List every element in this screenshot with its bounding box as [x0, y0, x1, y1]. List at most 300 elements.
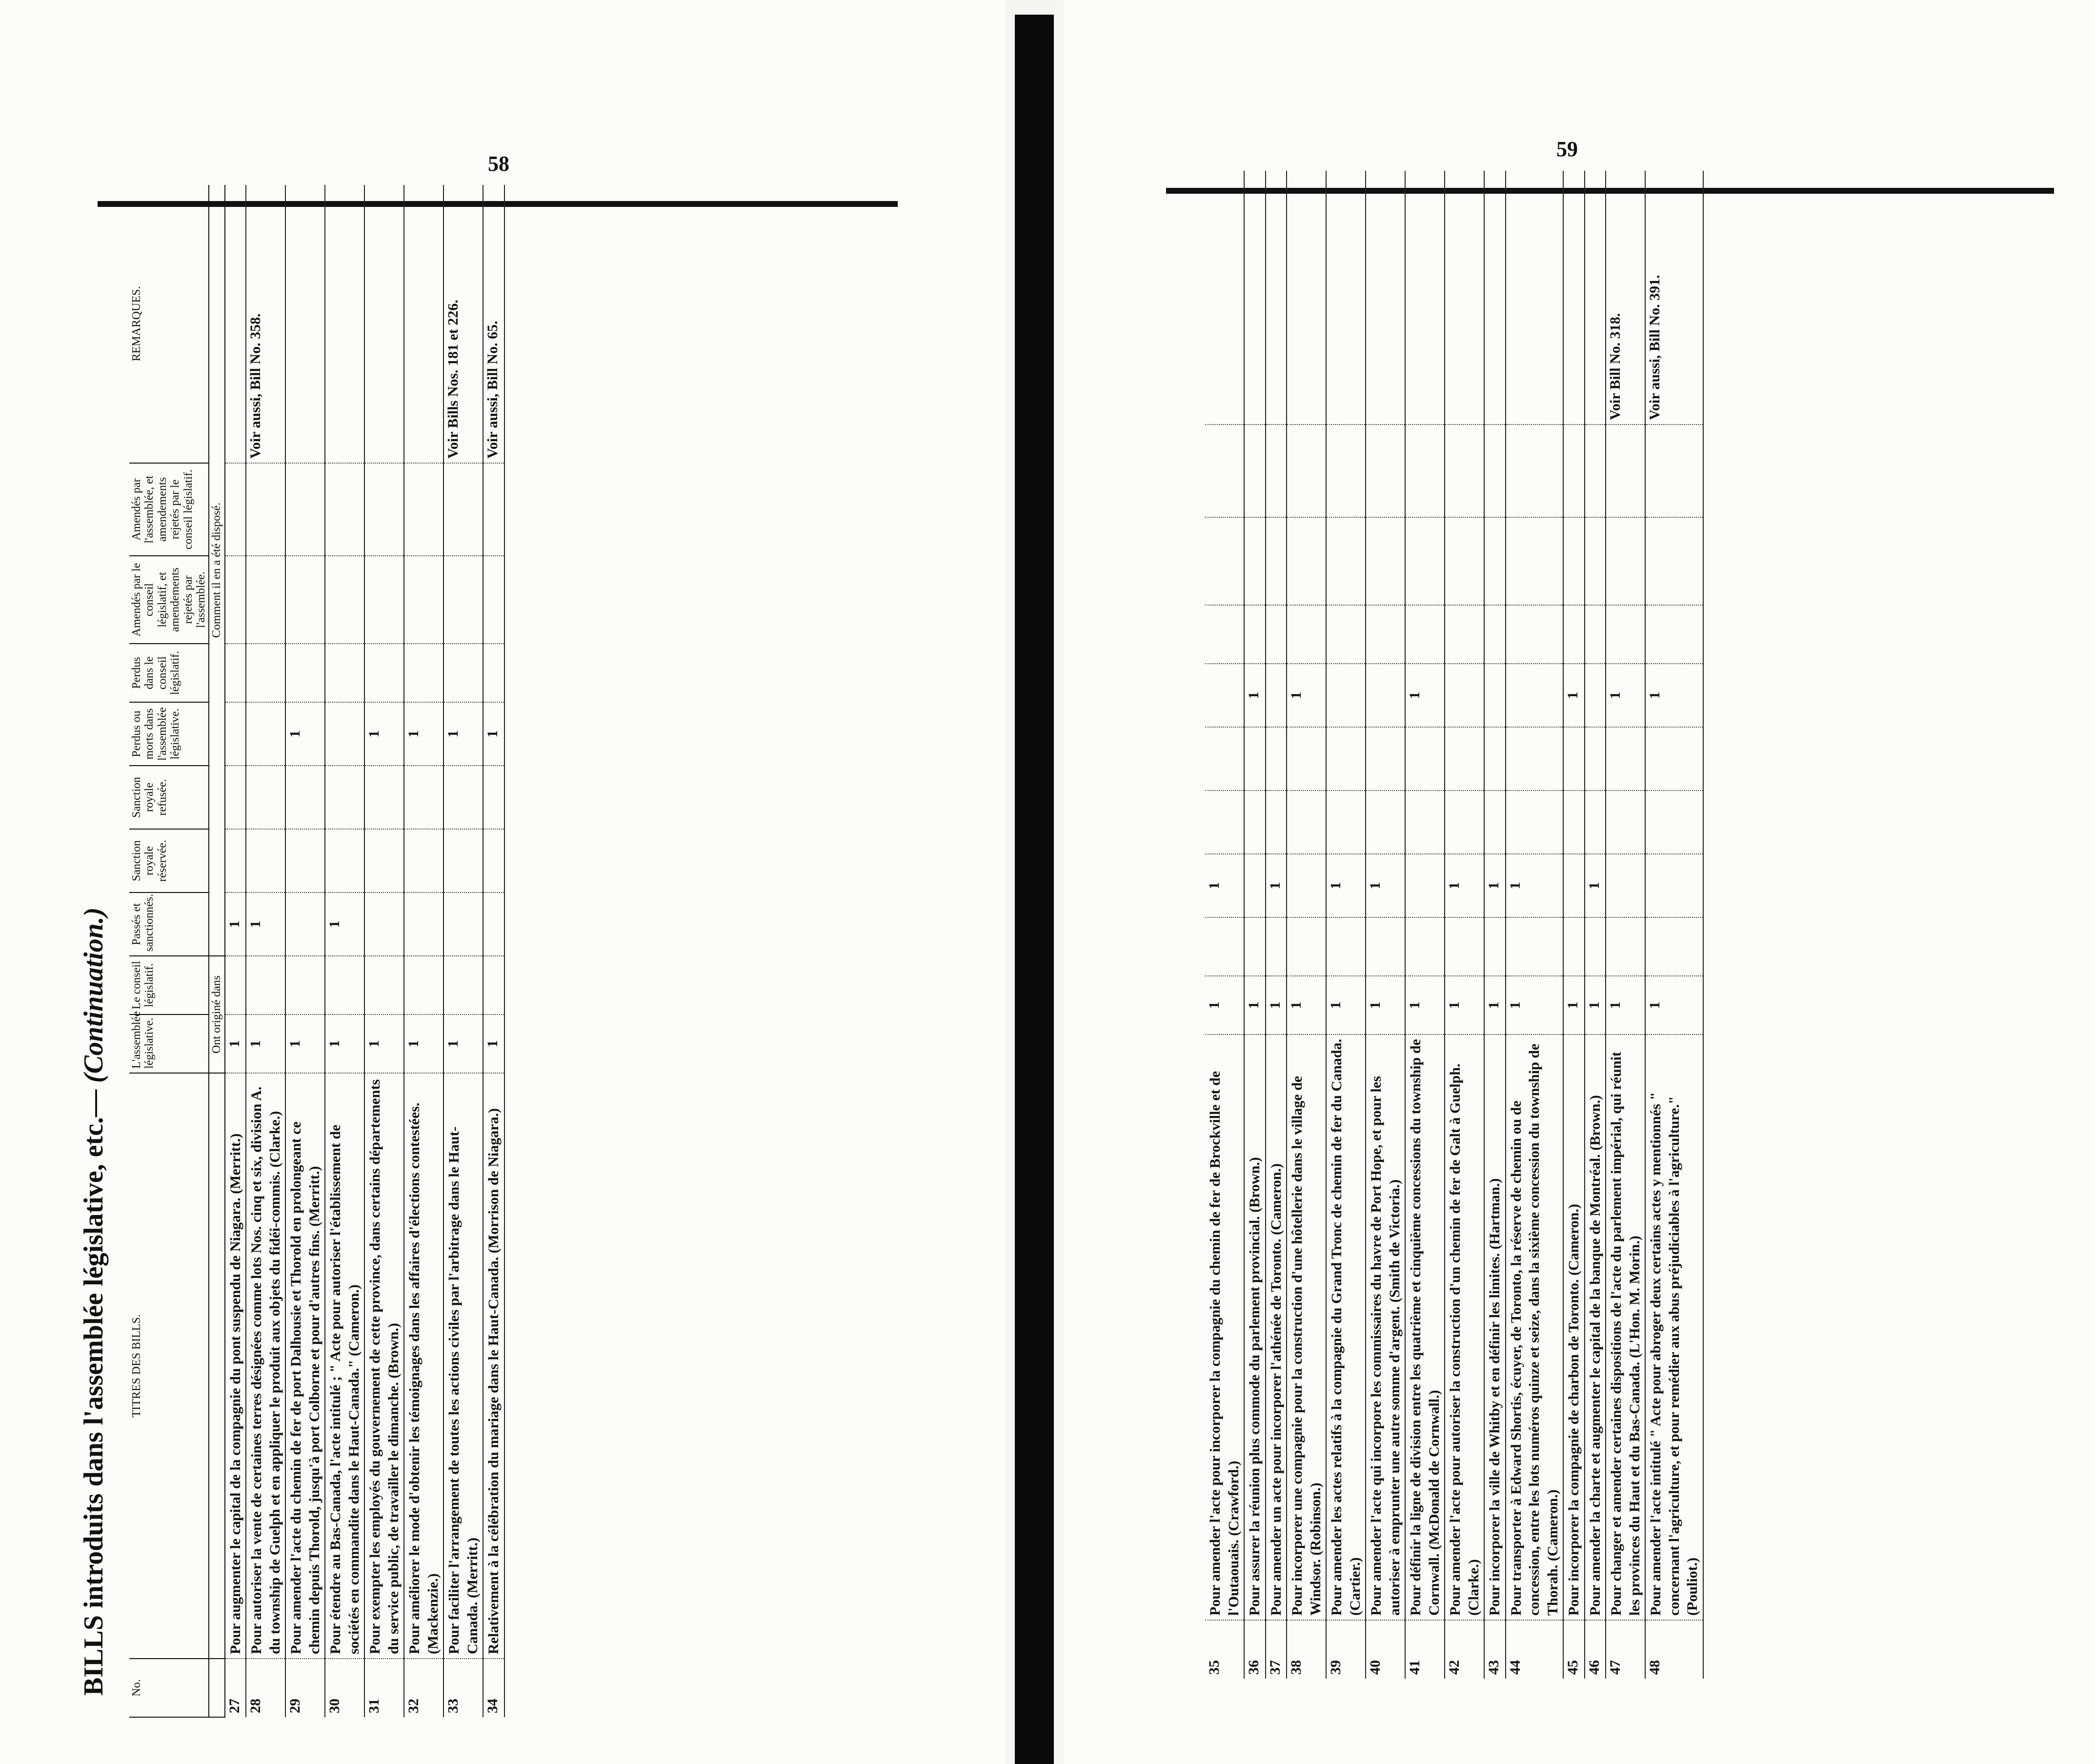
- remarques-cell: Voir aussi, Bill No. 358.: [246, 185, 285, 463]
- right-table-frame: [1205, 220, 1704, 1679]
- perdus-assemblee-mark: 1: [1287, 664, 1326, 727]
- perdus-conseil-mark: [1366, 605, 1405, 664]
- bill-number: 42: [1445, 1620, 1484, 1679]
- group-ont-origine: Ont originé dans: [209, 956, 224, 1073]
- bills-table: [129, 185, 505, 1718]
- amendes-conseil-mark: [1506, 517, 1564, 605]
- bill-number: 33: [443, 1659, 483, 1717]
- origin-conseil-mark: [1506, 917, 1564, 976]
- origin-conseil-mark: [1563, 917, 1585, 976]
- remarques-cell: [1287, 171, 1326, 425]
- refusee-mark: [1585, 727, 1606, 791]
- origin-conseil-mark: [1585, 917, 1606, 976]
- origin-conseil-mark: [1366, 917, 1405, 976]
- amendes-conseil-mark: [1244, 517, 1266, 605]
- remarques-cell: [1506, 171, 1564, 425]
- passes-mark: [1645, 854, 1703, 917]
- amendes-conseil-mark: [225, 556, 246, 644]
- amendes-assemblee-mark: [404, 463, 443, 556]
- remarques-cell: [325, 185, 364, 463]
- origin-assemblee-mark: 1: [225, 1014, 246, 1073]
- reservee-mark: [364, 829, 404, 892]
- origin-assemblee-mark: 1: [1585, 976, 1606, 1034]
- col-assemblee: L'assemblée législative.: [129, 1014, 209, 1073]
- reservee-mark: [1585, 791, 1606, 854]
- amendes-assemblee-mark: [1287, 425, 1326, 517]
- amendes-assemblee-mark: [364, 463, 404, 556]
- perdus-assemblee-mark: [325, 702, 364, 766]
- amendes-conseil-mark: [325, 556, 364, 644]
- reservee-mark: [1405, 791, 1445, 854]
- bill-title: Pour amender la charte et augmenter le capital de la banque de Montréal. (Brown.): [1585, 1034, 1606, 1620]
- origin-conseil-mark: [246, 956, 285, 1014]
- origin-conseil-mark: [1445, 917, 1484, 976]
- remarques-cell: [225, 185, 246, 463]
- passes-mark: 1: [246, 892, 285, 956]
- bill-number: 29: [285, 1659, 325, 1717]
- amendes-assemblee-mark: [1244, 425, 1266, 517]
- amendes-conseil-mark: [443, 556, 483, 644]
- bill-title: Pour augmenter le capital de la compagnie du pont suspendu de Niagara. (Merritt.): [225, 1073, 246, 1659]
- amendes-conseil-mark: [1266, 517, 1287, 605]
- amendes-conseil-mark: [285, 556, 325, 644]
- passes-mark: [443, 892, 483, 956]
- origin-conseil-mark: [1484, 917, 1506, 976]
- origin-assemblee-mark: 1: [1405, 976, 1445, 1034]
- amendes-assemblee-mark: [1366, 425, 1405, 517]
- bill-number: 27: [225, 1659, 246, 1717]
- amendes-conseil-mark: [246, 556, 285, 644]
- passes-mark: [483, 892, 504, 956]
- bill-title: Pour incorporer la ville de Whitby et en définir les limites. (Hartman.): [1484, 1034, 1506, 1620]
- table-row: [404, 185, 443, 1717]
- origin-conseil-mark: [364, 956, 404, 1014]
- reservee-mark: [1287, 791, 1326, 854]
- bill-title: Pour amender un acte pour incorporer l'athénée de Toronto. (Cameron.): [1266, 1034, 1287, 1620]
- reservee-mark: [1205, 791, 1244, 854]
- refusee-mark: [1366, 727, 1405, 791]
- amendes-conseil-mark: [1445, 517, 1484, 605]
- refusee-mark: [246, 766, 285, 829]
- bill-number: 46: [1585, 1620, 1606, 1679]
- perdus-conseil-mark: [1585, 605, 1606, 664]
- table-row: [1266, 171, 1287, 1679]
- table-row: [285, 185, 325, 1717]
- bill-title: Pour incorporer une compagnie pour la construction d'une hôtellerie dans le village de Windsor. (Robinson.): [1287, 1034, 1326, 1620]
- refusee-mark: [1445, 727, 1484, 791]
- origin-assemblee-mark: 1: [1244, 976, 1266, 1034]
- origin-conseil-mark: [1606, 917, 1645, 976]
- left-table-frame: [129, 234, 505, 1718]
- passes-mark: [285, 892, 325, 956]
- refusee-mark: [1484, 727, 1506, 791]
- header-group-row: [209, 185, 224, 1717]
- bill-number: 31: [364, 1659, 404, 1717]
- origin-assemblee-mark: 1: [1445, 976, 1484, 1034]
- perdus-assemblee-mark: [1205, 664, 1244, 727]
- perdus-conseil-mark: [1606, 605, 1645, 664]
- right-page: [1064, 0, 2095, 1764]
- passes-mark: 1: [1506, 854, 1564, 917]
- origin-conseil-mark: [483, 956, 504, 1014]
- refusee-mark: [1645, 727, 1703, 791]
- passes-mark: 1: [1585, 854, 1606, 917]
- passes-mark: 1: [1205, 854, 1244, 917]
- origin-conseil-mark: [225, 956, 246, 1014]
- amendes-conseil-mark: [1405, 517, 1445, 605]
- amendes-conseil-mark: [1205, 517, 1244, 605]
- amendes-conseil-mark: [1326, 517, 1366, 605]
- perdus-assemblee-mark: 1: [285, 702, 325, 766]
- passes-mark: 1: [1366, 854, 1405, 917]
- table-row: [246, 185, 285, 1717]
- table-row: [364, 185, 404, 1717]
- reservee-mark: [246, 829, 285, 892]
- origin-conseil-mark: [1645, 917, 1703, 976]
- table-row: [1205, 171, 1244, 1679]
- perdus-assemblee-mark: [1326, 664, 1366, 727]
- amendes-conseil-mark: [404, 556, 443, 644]
- remarques-cell: [1244, 171, 1266, 425]
- passes-mark: 1: [325, 892, 364, 956]
- bill-title: Pour définir la ligne de division entre les quatrième et cinquième concessions du township de Cornwall. (McDonald de Cornwall.): [1405, 1034, 1445, 1620]
- origin-assemblee-mark: 1: [364, 1014, 404, 1073]
- refusee-mark: [1326, 727, 1366, 791]
- origin-assemblee-mark: 1: [285, 1014, 325, 1073]
- remarques-cell: [1405, 171, 1445, 425]
- refusee-mark: [1266, 727, 1287, 791]
- perdus-conseil-mark: [1645, 605, 1703, 664]
- perdus-assemblee-mark: 1: [1645, 664, 1703, 727]
- passes-mark: [364, 892, 404, 956]
- reservee-mark: [483, 829, 504, 892]
- perdus-assemblee-mark: [1266, 664, 1287, 727]
- perdus-conseil-mark: [1326, 605, 1366, 664]
- reservee-mark: [1606, 791, 1645, 854]
- perdus-assemblee-mark: [1445, 664, 1484, 727]
- page-number: 59: [1556, 137, 1578, 161]
- bill-title: Pour étendre au Bas-Canada, l'acte intitulé ; " Acte pour autoriser l'établissement de sociétés en commandite dans le Haut-Canada." (Cameron.): [325, 1073, 364, 1659]
- amendes-assemblee-mark: [1606, 425, 1645, 517]
- origin-assemblee-mark: 1: [1506, 976, 1564, 1034]
- col-perdus-conseil: Perdus dans le conseil législatif.: [129, 644, 209, 702]
- refusee-mark: [1563, 727, 1585, 791]
- table-row: [325, 185, 364, 1717]
- reservee-mark: [404, 829, 443, 892]
- reservee-mark: [1563, 791, 1585, 854]
- table-row: [1287, 171, 1326, 1679]
- remarques-cell: [1563, 171, 1585, 425]
- reservee-mark: [1266, 791, 1287, 854]
- origin-assemblee-mark: 1: [1606, 976, 1645, 1034]
- bill-title: Pour amender l'acte intitulé " Acte pour abroger deux certains actes y mentionnés " concernant l'agriculture, et pour remédier aux abus préjudiciables à l'agriculture." (Pouliot.): [1645, 1034, 1703, 1620]
- perdus-assemblee-mark: 1: [364, 702, 404, 766]
- perdus-conseil-mark: [364, 644, 404, 702]
- table-row: [1445, 171, 1484, 1679]
- table-row: [1366, 171, 1405, 1679]
- amendes-assemblee-mark: [246, 463, 285, 556]
- refusee-mark: [225, 766, 246, 829]
- passes-mark: 1: [225, 892, 246, 956]
- bill-number: 45: [1563, 1620, 1585, 1679]
- amendes-assemblee-mark: [1563, 425, 1585, 517]
- perdus-conseil-mark: [246, 644, 285, 702]
- remarques-cell: Voir aussi, Bill No. 65.: [483, 185, 504, 463]
- reservee-mark: [1506, 791, 1564, 854]
- passes-mark: [404, 892, 443, 956]
- remarques-cell: [404, 185, 443, 463]
- amendes-conseil-mark: [1484, 517, 1506, 605]
- bill-number: 43: [1484, 1620, 1506, 1679]
- remarques-cell: [364, 185, 404, 463]
- perdus-assemblee-mark: [1366, 664, 1405, 727]
- header-row: [129, 185, 209, 1717]
- remarques-cell: [1366, 171, 1405, 425]
- amendes-assemblee-mark: [1405, 425, 1445, 517]
- amendes-conseil-mark: [364, 556, 404, 644]
- perdus-assemblee-mark: [1506, 664, 1564, 727]
- origin-assemblee-mark: 1: [1366, 976, 1405, 1034]
- perdus-conseil-mark: [285, 644, 325, 702]
- perdus-assemblee-mark: [1585, 664, 1606, 727]
- perdus-conseil-mark: [225, 644, 246, 702]
- perdus-assemblee-mark: 1: [404, 702, 443, 766]
- refusee-mark: [1506, 727, 1564, 791]
- refusee-mark: [285, 766, 325, 829]
- passes-mark: 1: [1484, 854, 1506, 917]
- bill-number: 48: [1645, 1620, 1703, 1679]
- bill-number: 39: [1326, 1620, 1366, 1679]
- origin-conseil-mark: [404, 956, 443, 1014]
- reservee-mark: [1326, 791, 1366, 854]
- perdus-conseil-mark: [1205, 605, 1244, 664]
- origin-assemblee-mark: 1: [246, 1014, 285, 1073]
- col-amendes-conseil: Amendés par le conseil législatif, et amendements rejetés par l'assemblée.: [129, 556, 209, 644]
- bill-title: Pour changer et amender certaines dispositions de l'acte du parlement impérial, qui réunit les provinces du Haut et du Bas-Canada. (L'Hon. M. Morin.): [1606, 1034, 1645, 1620]
- reservee-mark: [225, 829, 246, 892]
- amendes-assemblee-mark: [1585, 425, 1606, 517]
- bill-title: Pour autoriser la vente de certaines terres désignées comme lots Nos. cinq et six, division A. du township de Guelph et en appliquer le produit aux objets du fidéi-commis. (Clarke.): [246, 1073, 285, 1659]
- col-passes: Passés et sanctionnés.: [129, 892, 209, 956]
- bill-title: Pour faciliter l'arrangement de toutes les actions civiles par l'arbitrage dans le Haut-Canada. (Merritt.): [443, 1073, 483, 1659]
- perdus-conseil-mark: [443, 644, 483, 702]
- bill-title: Pour assurer la réunion plus commode du parlement provincial. (Brown.): [1244, 1034, 1266, 1620]
- bill-number: 41: [1405, 1620, 1445, 1679]
- perdus-conseil-mark: [325, 644, 364, 702]
- passes-mark: [1563, 854, 1585, 917]
- origin-conseil-mark: [443, 956, 483, 1014]
- remarques-cell: Voir aussi, Bill No. 391.: [1645, 171, 1703, 425]
- amendes-assemblee-mark: [325, 463, 364, 556]
- amendes-conseil-mark: [483, 556, 504, 644]
- origin-conseil-mark: [1244, 917, 1266, 976]
- amendes-assemblee-mark: [1326, 425, 1366, 517]
- bill-number: 32: [404, 1659, 443, 1717]
- bill-title: Pour améliorer le mode d'obtenir les témoignages dans les affaires d'élections contestées. (Mackenzie.): [404, 1073, 443, 1659]
- origin-conseil-mark: [1266, 917, 1287, 976]
- bill-title: Pour amender l'acte pour incorporer la compagnie du chemin de fer de Brockville et de l'Outaouais. (Crawford.): [1205, 1034, 1244, 1620]
- col-titres: TITRES DES BILLS.: [129, 1073, 209, 1659]
- origin-conseil-mark: [285, 956, 325, 1014]
- passes-mark: [1287, 854, 1326, 917]
- refusee-mark: [1244, 727, 1266, 791]
- bill-title: Pour amender l'acte pour autoriser la construction d'un chemin de fer de Galt à Guelph. (Clarke.): [1445, 1034, 1484, 1620]
- perdus-conseil-mark: [1484, 605, 1506, 664]
- amendes-assemblee-mark: [225, 463, 246, 556]
- perdus-conseil-mark: [1445, 605, 1484, 664]
- bill-number: 40: [1366, 1620, 1405, 1679]
- table-row: [225, 185, 246, 1717]
- perdus-assemblee-mark: 1: [483, 702, 504, 766]
- perdus-conseil-mark: [1287, 605, 1326, 664]
- page-title-text: BILLS introduits dans l'assemblée législative, etc.—: [79, 1090, 109, 1696]
- bill-number: 36: [1244, 1620, 1266, 1679]
- table-row: [1506, 171, 1564, 1679]
- amendes-assemblee-mark: [1205, 425, 1244, 517]
- table-row: [1585, 171, 1606, 1679]
- reservee-mark: [1484, 791, 1506, 854]
- col-refusee: Sanction royale refusée.: [129, 766, 209, 829]
- amendes-conseil-mark: [1366, 517, 1405, 605]
- reservee-mark: [1445, 791, 1484, 854]
- origin-assemblee-mark: 1: [1326, 976, 1366, 1034]
- perdus-assemblee-mark: 1: [1563, 664, 1585, 727]
- origin-conseil-mark: [325, 956, 364, 1014]
- origin-conseil-mark: [1405, 917, 1445, 976]
- table-row: [1244, 171, 1266, 1679]
- amendes-conseil-mark: [1287, 517, 1326, 605]
- refusee-mark: [1606, 727, 1645, 791]
- col-perdus-assemblee: Perdus ou morts dans l'assemblée législative.: [129, 702, 209, 766]
- amendes-assemblee-mark: [483, 463, 504, 556]
- table-row: [1326, 171, 1366, 1679]
- bill-number: 44: [1506, 1620, 1564, 1679]
- amendes-conseil-mark: [1606, 517, 1645, 605]
- amendes-conseil-mark: [1645, 517, 1703, 605]
- perdus-assemblee-mark: [246, 702, 285, 766]
- perdus-conseil-mark: [404, 644, 443, 702]
- table-row: [1563, 171, 1585, 1679]
- refusee-mark: [325, 766, 364, 829]
- bill-number: 34: [483, 1659, 504, 1717]
- origin-conseil-mark: [1205, 917, 1244, 976]
- refusee-mark: [1287, 727, 1326, 791]
- perdus-assemblee-mark: 1: [443, 702, 483, 766]
- reservee-mark: [1366, 791, 1405, 854]
- perdus-conseil-mark: [1266, 605, 1287, 664]
- table-row: [483, 185, 504, 1717]
- bill-number: 28: [246, 1659, 285, 1717]
- passes-mark: [1244, 854, 1266, 917]
- origin-conseil-mark: [1326, 917, 1366, 976]
- origin-assemblee-mark: 1: [443, 1014, 483, 1073]
- bill-title: Pour amender l'acte qui incorpore les commissaires du havre de Port Hope, et pour les autoriser à emprunter une autre somme d'argent. (Smith de Victoria.): [1366, 1034, 1405, 1620]
- origin-assemblee-mark: 1: [1266, 976, 1287, 1034]
- remarques-cell: [1205, 171, 1244, 425]
- bill-title: Pour amender les actes relatifs à la compagnie du Grand Tronc de chemin de fer du Canada. (Cartier.): [1326, 1034, 1366, 1620]
- group-comment: Comment il en a été disposé.: [209, 185, 224, 956]
- origin-assemblee-mark: 1: [1484, 976, 1506, 1034]
- bill-number: 35: [1205, 1620, 1244, 1679]
- reservee-mark: [285, 829, 325, 892]
- origin-assemblee-mark: 1: [1645, 976, 1703, 1034]
- bill-number: 47: [1606, 1620, 1645, 1679]
- bill-title: Pour incorporer la compagnie de charbon de Toronto. (Cameron.): [1563, 1034, 1585, 1620]
- amendes-assemblee-mark: [1645, 425, 1703, 517]
- reservee-mark: [443, 829, 483, 892]
- reservee-mark: [1244, 791, 1266, 854]
- passes-mark: 1: [1326, 854, 1366, 917]
- perdus-conseil-mark: [483, 644, 504, 702]
- refusee-mark: [483, 766, 504, 829]
- bills-table: [1205, 171, 1704, 1679]
- perdus-assemblee-mark: 1: [1244, 664, 1266, 727]
- perdus-conseil-mark: [1563, 605, 1585, 664]
- perdus-conseil-mark: [1405, 605, 1445, 664]
- col-amendes-assemblee: Amendés par l'assemblée, et amendements rejetés par le conseil législatif.: [129, 463, 209, 556]
- refusee-mark: [1405, 727, 1445, 791]
- amendes-conseil-mark: [1563, 517, 1585, 605]
- remarques-cell: [1585, 171, 1606, 425]
- origin-assemblee-mark: 1: [1287, 976, 1326, 1034]
- perdus-assemblee-mark: [225, 702, 246, 766]
- refusee-mark: [364, 766, 404, 829]
- table-row: [443, 185, 483, 1717]
- origin-assemblee-mark: 1: [1563, 976, 1585, 1034]
- amendes-conseil-mark: [1585, 517, 1606, 605]
- perdus-assemblee-mark: 1: [1606, 664, 1645, 727]
- origin-assemblee-mark: 1: [404, 1014, 443, 1073]
- amendes-assemblee-mark: [1445, 425, 1484, 517]
- table-row: [1405, 171, 1445, 1679]
- remarques-cell: [1445, 171, 1484, 425]
- table-row: [1645, 171, 1703, 1679]
- reservee-mark: [1645, 791, 1703, 854]
- bill-number: 37: [1266, 1620, 1287, 1679]
- origin-conseil-mark: [1287, 917, 1326, 976]
- remarques-cell: [1266, 171, 1287, 425]
- perdus-conseil-mark: [1506, 605, 1564, 664]
- page-number: 58: [488, 152, 509, 176]
- passes-mark: 1: [1445, 854, 1484, 917]
- amendes-assemblee-mark: [443, 463, 483, 556]
- page-title-continuation: (Continuation.): [79, 907, 109, 1083]
- passes-mark: [1606, 854, 1645, 917]
- refusee-mark: [1205, 727, 1244, 791]
- col-conseil: Le conseil législatif.: [129, 956, 209, 1014]
- refusee-mark: [443, 766, 483, 829]
- table-row: [1484, 171, 1506, 1679]
- passes-mark: [1405, 854, 1445, 917]
- perdus-assemblee-mark: [1484, 664, 1506, 727]
- reservee-mark: [325, 829, 364, 892]
- amendes-assemblee-mark: [1484, 425, 1506, 517]
- amendes-assemblee-mark: [285, 463, 325, 556]
- refusee-mark: [404, 766, 443, 829]
- bill-number: 30: [325, 1659, 364, 1717]
- amendes-assemblee-mark: [1266, 425, 1287, 517]
- remarques-cell: [1484, 171, 1506, 425]
- perdus-assemblee-mark: 1: [1405, 664, 1445, 727]
- perdus-conseil-mark: [1244, 605, 1266, 664]
- col-remarques: REMARQUES.: [129, 185, 209, 463]
- binding-shadow: [1015, 15, 1054, 1764]
- page-title: [78, 110, 109, 1696]
- col-no: No.: [129, 1659, 209, 1717]
- bill-title: Pour amender l'acte du chemin de fer de port Dalhousie et Thorold en prolongeant ce chemin depuis Thorold, jusqu'à port Colborne et pour d'autres fins. (Merritt.): [285, 1073, 325, 1659]
- table-row: [1606, 171, 1645, 1679]
- remarques-cell: Voir Bills Nos. 181 et 226.: [443, 185, 483, 463]
